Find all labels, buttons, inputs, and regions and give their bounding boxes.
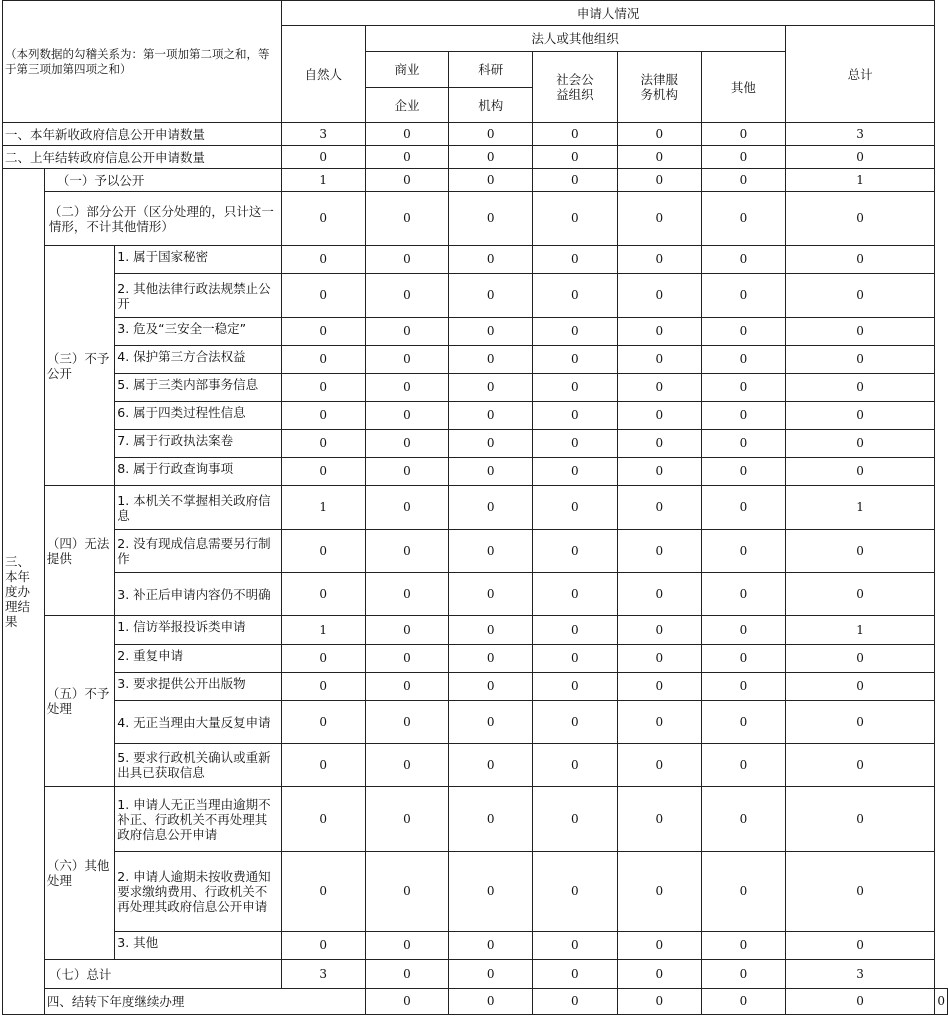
cell-commercial: 0 bbox=[365, 744, 449, 787]
cell-commercial: 0 bbox=[365, 645, 449, 673]
table-row bbox=[3, 123, 948, 146]
table-row bbox=[3, 960, 948, 989]
cell-other: 0 bbox=[702, 346, 786, 374]
cell-natural-person: 0 bbox=[281, 430, 365, 458]
table-row bbox=[3, 486, 948, 530]
cell-research: 0 bbox=[449, 123, 533, 146]
cell-social: 0 bbox=[533, 374, 617, 402]
cell-total: 0 bbox=[785, 645, 935, 673]
table-row bbox=[3, 192, 948, 246]
cell-legal-service: 0 bbox=[617, 932, 701, 960]
header-legal-service: 法律服务机构 bbox=[617, 52, 701, 123]
header-total: 总计 bbox=[785, 26, 935, 123]
row-label: 5. 属于三类内部事务信息 bbox=[115, 374, 282, 402]
cell-commercial: 0 bbox=[365, 346, 449, 374]
cell-social: 0 bbox=[533, 458, 617, 486]
cell-commercial: 0 bbox=[365, 960, 449, 989]
row-label: 2. 没有现成信息需要另行制作 bbox=[115, 530, 282, 573]
cell-legal-service: 0 bbox=[617, 486, 701, 530]
cell-research: 0 bbox=[449, 318, 533, 346]
table-row bbox=[3, 787, 948, 852]
cell-commercial: 0 bbox=[365, 486, 449, 530]
table-row bbox=[3, 274, 948, 318]
row-label: （七）总计 bbox=[44, 960, 281, 989]
cell-legal-service: 0 bbox=[617, 346, 701, 374]
cell-natural-person: 0 bbox=[281, 402, 365, 430]
cell-total: 3 bbox=[785, 960, 935, 989]
cell-total: 0 bbox=[785, 530, 935, 573]
cell-legal-service: 0 bbox=[617, 787, 701, 852]
header-note: （本列数据的勾稽关系为：第一项加第二项之和，等于第三项加第四项之和） bbox=[3, 1, 282, 123]
header-commercial-top: 商业 bbox=[365, 52, 449, 88]
cell-other: 0 bbox=[702, 318, 786, 346]
cell-natural-person: 0 bbox=[281, 274, 365, 318]
cell-legal-service: 0 bbox=[617, 169, 701, 192]
cell-social: 0 bbox=[533, 701, 617, 744]
cell-legal-service: 0 bbox=[617, 192, 701, 246]
cell-commercial: 0 bbox=[365, 402, 449, 430]
cell-commercial: 0 bbox=[365, 246, 449, 274]
cell-commercial: 0 bbox=[365, 458, 449, 486]
group-label-not-processed: （五）不予处理 bbox=[44, 616, 114, 787]
cell-other: 0 bbox=[702, 852, 786, 932]
row-label: 4. 无正当理由大量反复申请 bbox=[115, 701, 282, 744]
header-research-top: 科研 bbox=[449, 52, 533, 88]
cell-other: 0 bbox=[785, 989, 935, 1015]
row-label: 1. 信访举报投诉类申请 bbox=[115, 616, 282, 645]
cell-commercial: 0 bbox=[365, 673, 449, 701]
cell-legal-service: 0 bbox=[617, 146, 701, 169]
group-label-unable-to-provide: （四）无法提供 bbox=[44, 486, 114, 616]
cell-total: 0 bbox=[935, 989, 948, 1015]
header-research-bottom: 机构 bbox=[449, 88, 533, 123]
cell-research: 0 bbox=[449, 430, 533, 458]
cell-research: 0 bbox=[449, 744, 533, 787]
table-row bbox=[3, 169, 948, 192]
cell-natural-person: 0 bbox=[281, 787, 365, 852]
cell-natural-person: 3 bbox=[281, 123, 365, 146]
cell-social: 0 bbox=[533, 430, 617, 458]
cell-natural-person: 0 bbox=[281, 645, 365, 673]
row-label: 5. 要求行政机关确认或重新出具已获取信息 bbox=[115, 744, 282, 787]
cell-commercial: 0 bbox=[365, 123, 449, 146]
cell-research: 0 bbox=[449, 673, 533, 701]
cell-total: 0 bbox=[785, 932, 935, 960]
cell-natural-person: 0 bbox=[281, 146, 365, 169]
cell-social: 0 bbox=[533, 274, 617, 318]
row-label: 4. 保护第三方合法权益 bbox=[115, 346, 282, 374]
cell-social: 0 bbox=[533, 346, 617, 374]
table-row bbox=[3, 374, 948, 402]
cell-commercial: 0 bbox=[365, 787, 449, 852]
cell-total: 0 bbox=[785, 852, 935, 932]
cell-commercial: 0 bbox=[365, 701, 449, 744]
cell-research: 0 bbox=[449, 146, 533, 169]
cell-legal-service: 0 bbox=[617, 573, 701, 616]
cell-other: 0 bbox=[702, 530, 786, 573]
cell-research: 0 bbox=[449, 852, 533, 932]
row-label: 3. 补正后申请内容仍不明确 bbox=[115, 573, 282, 616]
table-row bbox=[3, 701, 948, 744]
cell-other: 0 bbox=[702, 932, 786, 960]
cell-social: 0 bbox=[533, 486, 617, 530]
row-label: 一、本年新收政府信息公开申请数量 bbox=[3, 123, 282, 146]
cell-natural-person: 0 bbox=[281, 530, 365, 573]
cell-natural-person: 3 bbox=[281, 960, 365, 989]
cell-research: 0 bbox=[449, 616, 533, 645]
cell-total: 0 bbox=[785, 346, 935, 374]
cell-commercial: 0 bbox=[365, 192, 449, 246]
table-row bbox=[3, 346, 948, 374]
table-row bbox=[3, 318, 948, 346]
cell-other: 0 bbox=[702, 701, 786, 744]
cell-social: 0 bbox=[533, 530, 617, 573]
cell-other: 0 bbox=[702, 960, 786, 989]
cell-other: 0 bbox=[702, 744, 786, 787]
cell-other: 0 bbox=[702, 430, 786, 458]
cell-research: 0 bbox=[449, 530, 533, 573]
row-label: 四、结转下年度继续办理 bbox=[44, 989, 365, 1015]
cell-legal-service: 0 bbox=[617, 374, 701, 402]
cell-legal-service: 0 bbox=[617, 274, 701, 318]
cell-total: 0 bbox=[785, 744, 935, 787]
table-row bbox=[3, 530, 948, 573]
row-label: （二）部分公开（区分处理的，只计这一情形，不计其他情形） bbox=[44, 192, 281, 246]
cell-natural-person: 0 bbox=[281, 318, 365, 346]
cell-legal-service: 0 bbox=[702, 989, 786, 1015]
cell-research: 0 bbox=[449, 486, 533, 530]
cell-commercial: 0 bbox=[365, 318, 449, 346]
table-row bbox=[3, 458, 948, 486]
cell-commercial: 0 bbox=[365, 852, 449, 932]
cell-commercial: 0 bbox=[365, 530, 449, 573]
cell-total: 1 bbox=[785, 616, 935, 645]
cell-legal-service: 0 bbox=[617, 402, 701, 430]
header-applicant-situation: 申请人情况 bbox=[281, 1, 935, 26]
cell-research: 0 bbox=[449, 573, 533, 616]
cell-other: 0 bbox=[702, 146, 786, 169]
cell-natural-person: 0 bbox=[281, 346, 365, 374]
cell-social: 0 bbox=[533, 123, 617, 146]
row-label: 1. 属于国家秘密 bbox=[115, 246, 282, 274]
cell-social: 0 bbox=[533, 960, 617, 989]
cell-total: 0 bbox=[785, 192, 935, 246]
cell-natural-person: 0 bbox=[281, 744, 365, 787]
cell-natural-person: 0 bbox=[281, 673, 365, 701]
cell-commercial: 0 bbox=[365, 146, 449, 169]
cell-total: 1 bbox=[785, 486, 935, 530]
header-legal-or-other: 法人或其他组织 bbox=[365, 26, 785, 52]
cell-legal-service: 0 bbox=[617, 645, 701, 673]
cell-legal-service: 0 bbox=[617, 318, 701, 346]
row-label: 1. 申请人无正当理由逾期不补正、行政机关不再处理其政府信息公开申请 bbox=[115, 787, 282, 852]
cell-other: 0 bbox=[702, 645, 786, 673]
cell-social: 0 bbox=[533, 146, 617, 169]
cell-social: 0 bbox=[533, 787, 617, 852]
cell-other: 0 bbox=[702, 486, 786, 530]
cell-social: 0 bbox=[533, 318, 617, 346]
cell-legal-service: 0 bbox=[617, 852, 701, 932]
cell-natural-person: 1 bbox=[281, 486, 365, 530]
cell-commercial: 0 bbox=[365, 932, 449, 960]
cell-legal-service: 0 bbox=[617, 123, 701, 146]
table-row bbox=[3, 616, 948, 645]
cell-social: 0 bbox=[533, 932, 617, 960]
table-row bbox=[3, 744, 948, 787]
cell-other: 0 bbox=[702, 374, 786, 402]
table-row bbox=[3, 673, 948, 701]
cell-research: 0 bbox=[449, 402, 533, 430]
cell-legal-service: 0 bbox=[617, 960, 701, 989]
cell-social: 0 bbox=[533, 645, 617, 673]
cell-other: 0 bbox=[702, 573, 786, 616]
cell-research: 0 bbox=[449, 374, 533, 402]
cell-natural-person: 0 bbox=[281, 932, 365, 960]
cell-total: 0 bbox=[785, 274, 935, 318]
cell-natural-person: 0 bbox=[365, 989, 449, 1015]
cell-other: 0 bbox=[702, 402, 786, 430]
row-label: 3. 要求提供公开出版物 bbox=[115, 673, 282, 701]
cell-research: 0 bbox=[449, 246, 533, 274]
cell-natural-person: 0 bbox=[281, 701, 365, 744]
cell-social: 0 bbox=[533, 246, 617, 274]
cell-research: 0 bbox=[449, 192, 533, 246]
cell-research: 0 bbox=[449, 787, 533, 852]
table-row bbox=[3, 402, 948, 430]
cell-research: 0 bbox=[449, 932, 533, 960]
cell-social: 0 bbox=[533, 616, 617, 645]
cell-research: 0 bbox=[449, 274, 533, 318]
header-social-org: 社会公益组织 bbox=[533, 52, 617, 123]
header-commercial-bottom: 企业 bbox=[365, 88, 449, 123]
cell-total: 0 bbox=[785, 374, 935, 402]
cell-natural-person: 0 bbox=[281, 458, 365, 486]
cell-social: 0 bbox=[533, 402, 617, 430]
row-label: 7. 属于行政执法案卷 bbox=[115, 430, 282, 458]
row-label: 3. 危及“三安全一稳定” bbox=[115, 318, 282, 346]
cell-total: 0 bbox=[785, 402, 935, 430]
group-label-other-handling: （六）其他处理 bbox=[44, 787, 114, 960]
cell-total: 0 bbox=[785, 701, 935, 744]
cell-social: 0 bbox=[533, 852, 617, 932]
row-label: 2. 其他法律行政法规禁止公开 bbox=[115, 274, 282, 318]
cell-total: 0 bbox=[785, 573, 935, 616]
row-label: 8. 属于行政查询事项 bbox=[115, 458, 282, 486]
cell-total: 0 bbox=[785, 146, 935, 169]
cell-legal-service: 0 bbox=[617, 430, 701, 458]
cell-commercial: 0 bbox=[365, 616, 449, 645]
cell-commercial: 0 bbox=[365, 169, 449, 192]
table-row bbox=[3, 573, 948, 616]
header-other: 其他 bbox=[702, 52, 786, 123]
row-label: 二、上年结转政府信息公开申请数量 bbox=[3, 146, 282, 169]
cell-commercial: 0 bbox=[449, 989, 533, 1015]
cell-total: 0 bbox=[785, 430, 935, 458]
cell-research: 0 bbox=[449, 645, 533, 673]
cell-research: 0 bbox=[533, 989, 617, 1015]
cell-legal-service: 0 bbox=[617, 616, 701, 645]
cell-social: 0 bbox=[533, 673, 617, 701]
table-row bbox=[3, 146, 948, 169]
cell-natural-person: 0 bbox=[281, 192, 365, 246]
disclosure-statistics-table bbox=[2, 0, 948, 1015]
cell-total: 0 bbox=[785, 458, 935, 486]
cell-natural-person: 0 bbox=[281, 573, 365, 616]
cell-social: 0 bbox=[533, 573, 617, 616]
cell-commercial: 0 bbox=[365, 274, 449, 318]
cell-legal-service: 0 bbox=[617, 744, 701, 787]
cell-commercial: 0 bbox=[365, 573, 449, 616]
table-row bbox=[3, 246, 948, 274]
cell-legal-service: 0 bbox=[617, 673, 701, 701]
cell-social: 0 bbox=[533, 169, 617, 192]
cell-other: 0 bbox=[702, 246, 786, 274]
table-row bbox=[3, 932, 948, 960]
cell-other: 0 bbox=[702, 673, 786, 701]
cell-natural-person: 1 bbox=[281, 169, 365, 192]
cell-total: 0 bbox=[785, 673, 935, 701]
cell-total: 0 bbox=[785, 787, 935, 852]
table-row bbox=[3, 430, 948, 458]
cell-commercial: 0 bbox=[365, 430, 449, 458]
row-label: 3. 其他 bbox=[115, 932, 282, 960]
cell-total: 0 bbox=[785, 246, 935, 274]
cell-total: 1 bbox=[785, 169, 935, 192]
table-row bbox=[3, 989, 948, 1015]
cell-social: 0 bbox=[533, 744, 617, 787]
cell-natural-person: 0 bbox=[281, 374, 365, 402]
cell-natural-person: 0 bbox=[281, 246, 365, 274]
group-label-not-disclosed: （三）不予公开 bbox=[44, 246, 114, 486]
cell-research: 0 bbox=[449, 701, 533, 744]
cell-other: 0 bbox=[702, 192, 786, 246]
row-label: 2. 申请人逾期未按收费通知要求缴纳费用、行政机关不再处理其政府信息公开申请 bbox=[115, 852, 282, 932]
cell-other: 0 bbox=[702, 123, 786, 146]
cell-legal-service: 0 bbox=[617, 530, 701, 573]
cell-social: 0 bbox=[617, 989, 701, 1015]
cell-research: 0 bbox=[449, 458, 533, 486]
cell-natural-person: 1 bbox=[281, 616, 365, 645]
cell-other: 0 bbox=[702, 458, 786, 486]
cell-research: 0 bbox=[449, 169, 533, 192]
cell-research: 0 bbox=[449, 960, 533, 989]
cell-other: 0 bbox=[702, 787, 786, 852]
cell-natural-person: 0 bbox=[281, 852, 365, 932]
cell-social: 0 bbox=[533, 192, 617, 246]
cell-other: 0 bbox=[702, 169, 786, 192]
cell-total: 0 bbox=[785, 318, 935, 346]
cell-legal-service: 0 bbox=[617, 701, 701, 744]
row-label: 2. 重复申请 bbox=[115, 645, 282, 673]
table-row bbox=[3, 852, 948, 932]
group-label-results: 三、本年度办理结果 bbox=[3, 169, 45, 1015]
cell-commercial: 0 bbox=[365, 374, 449, 402]
header-natural-person: 自然人 bbox=[281, 26, 365, 123]
row-label: 6. 属于四类过程性信息 bbox=[115, 402, 282, 430]
table-row bbox=[3, 645, 948, 673]
row-label: 1. 本机关不掌握相关政府信息 bbox=[115, 486, 282, 530]
cell-research: 0 bbox=[449, 346, 533, 374]
cell-legal-service: 0 bbox=[617, 458, 701, 486]
cell-other: 0 bbox=[702, 616, 786, 645]
cell-other: 0 bbox=[702, 274, 786, 318]
cell-legal-service: 0 bbox=[617, 246, 701, 274]
cell-total: 3 bbox=[785, 123, 935, 146]
row-label: （一）予以公开 bbox=[44, 169, 281, 192]
